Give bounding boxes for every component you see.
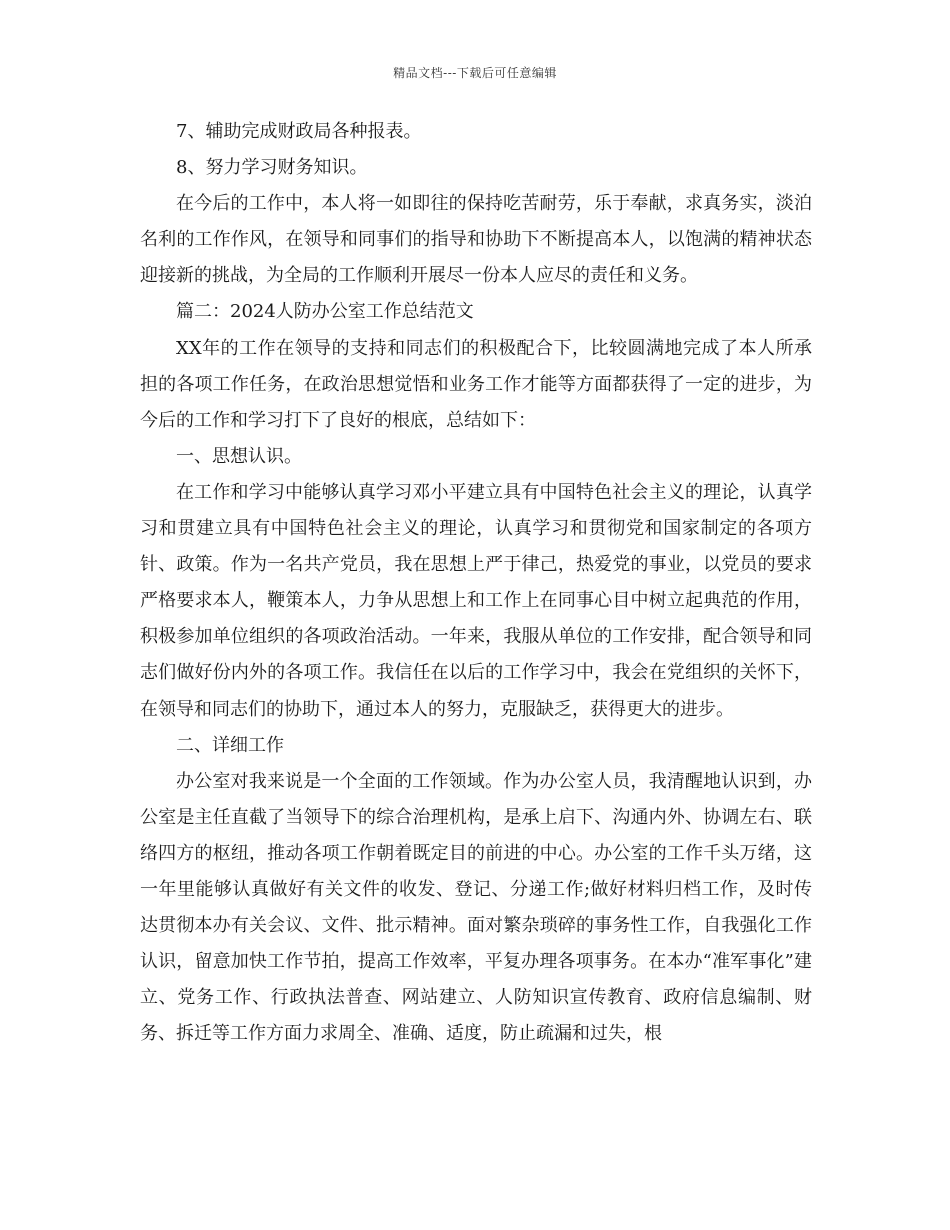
paragraph-intro: XX年的工作在领导的支持和同志们的积极配合下，比较圆满地完成了本人所承担的各项工作任务，在政治思想觉悟和业务工作才能等方面都获得了一定的进步，为今后的工作和学习打下了良好的根底，总结如下：	[140, 337, 812, 431]
document-body	[140, 114, 812, 1052]
paragraph-item-8: 8、努力学习财务知识。	[176, 157, 368, 179]
section-title: 篇二：2024人防办公室工作总结范文	[176, 301, 474, 323]
paragraph-item-7: 7、辅助完成财政局各种报表。	[176, 121, 422, 142]
heading-ideology: 一、思想认识。	[176, 445, 302, 467]
heading-detailed-work: 二、详细工作	[176, 734, 284, 756]
paragraph-ideology: 在工作和学习中能够认真学习邓小平建立具有中国特色社会主义的理论，认真学习和贯建立具有中国特色社会主义的理论，认真学习和贯彻党和国家制定的各项方针、政策。作为一名共产党员，我在思想上严于律己，热爱党的事业，以党员的要求严格要求本人，鞭策本人，力争从思想上和工作上在同事心目中树立起典范的作用，积极参加单位组织的各项政治活动。一年来，我服从单位的工作安排，配合领导和同志们做好份内外的各项工作。我信任在以后的工作学习中，我会在党组织的关怀下，在领导和同志们的协助下，通过本人的努力，克服缺乏，获得更大的进步。	[140, 481, 812, 720]
paragraph-detailed-work: 办公室对我来说是一个全面的工作领域。作为办公室人员，我清醒地认识到，办公室是主任直截了当领导下的综合治理机构，是承上启下、沟通内外、协调左右、联络四方的枢纽，推动各项工作朝着既定目的前进的中心。办公室的工作千头万绪，这一年里能够认真做好有关文件的收发、登记、分递工作;做好材料归档工作，及时传达贯彻本办有关会议、文件、批示精神。面对繁杂琐碎的事务性工作，自我强化工作认识，留意加快工作节拍，提高工作效率，平复办理各项事务。在本办“准军事化”建立、党务工作、行政执法普查、网站建立、人防知识宣传教育、政府信息编制、财务、拆迁等工作方面力求周全、准确、适度，防止疏漏和过失，根	[140, 770, 812, 1045]
paragraph-future-work: 在今后的工作中，本人将一如即往的保持吃苦耐劳，乐于奉献，求真务实，淡泊名利的工作作风，在领导和同事们的指导和协助下不断提高本人，以饱满的精神状态迎接新的挑战，为全局的工作顺利开展尽一份本人应尽的责任和义务。	[140, 193, 812, 287]
page-header: 精品文档---下载后可任意编辑	[393, 66, 557, 80]
